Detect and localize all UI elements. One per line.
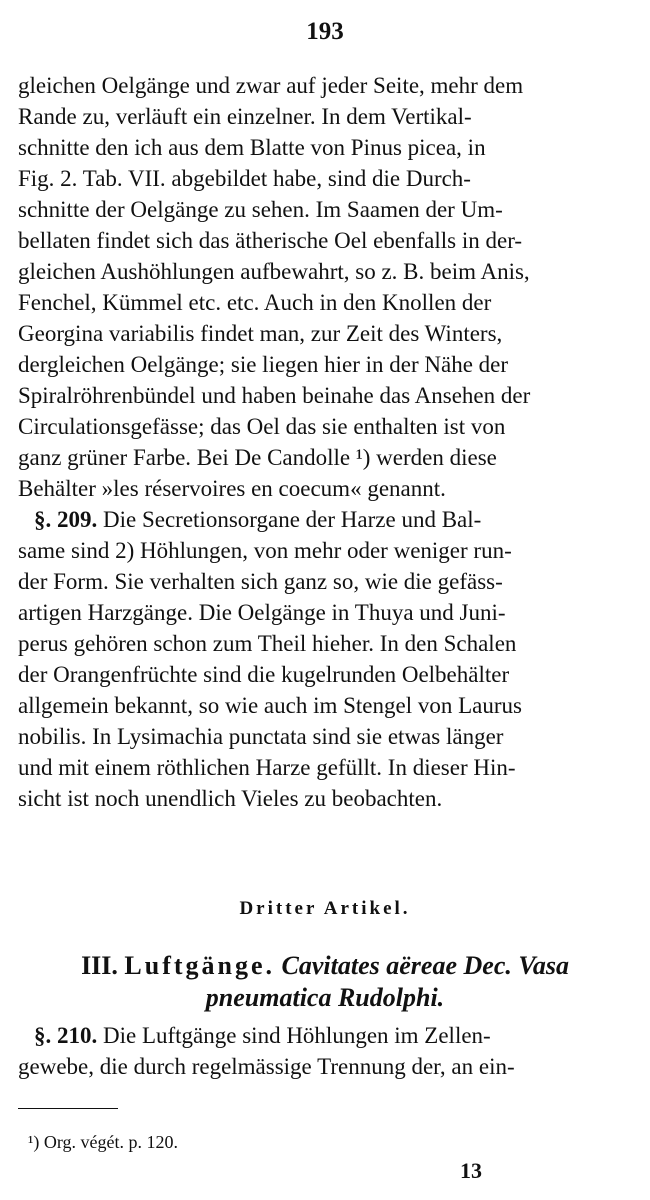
title-latin: pneumatica Rudolphi. (205, 983, 445, 1012)
title-line-1 (0, 950, 650, 982)
text-line: schnitte den ich aus dem Blatte von Pinus picea, in (18, 135, 486, 160)
page-number: 193 (306, 18, 344, 45)
text-line: allgemein bekannt, so wie auch im Stengel von Laurus (18, 693, 522, 718)
section-heading: Dritter Artikel. (239, 898, 411, 919)
text-line: Behälter »les réservoires en coecum« genannt. (18, 476, 446, 501)
text-span: Die Secretionsorgane der Harze und Bal- (103, 507, 482, 532)
text-line: schnitte der Oelgänge zu sehen. Im Saamen der Um- (18, 197, 503, 222)
text-line: Spiralröhrenbündel und haben beinahe das Ansehen der (18, 383, 531, 408)
title-latin: Vasa (518, 951, 569, 980)
text-line: bellaten findet sich das ätherische Oel ebenfalls in der- (18, 228, 523, 253)
text-line: gleichen Aushöhlungen aufbewahrt, so z. B. beim Anis, (18, 259, 530, 284)
text-line: Circulationsgefässe; das Oel das sie enthalten ist von (18, 414, 506, 439)
title-line-2 (0, 982, 650, 1014)
text-line: Georgina variabilis findet man, zur Zeit des Winters, (18, 321, 503, 346)
title-word: Luftgänge. (124, 951, 276, 980)
text-line: nobilis. In Lysimachia punctata sind sie etwas länger (18, 724, 504, 749)
paragraph-209-first-line (18, 504, 616, 535)
text-line: der Orangenfrüchte sind die kugelrunden Oelbehälter (18, 662, 510, 687)
title-number: III. (81, 951, 118, 980)
text-line: ganz grüner Farbe. Bei De Candolle ¹) werden diese (18, 445, 497, 470)
signature-mark: 13 (460, 1158, 482, 1183)
footnote: ¹) Org. végét. p. 120. (28, 1132, 179, 1152)
paragraph-210 (18, 1020, 616, 1082)
text-line: Rande zu, verläuft ein einzelner. In dem Vertikal- (18, 104, 472, 129)
text-line: Fenchel, Kümmel etc. etc. Auch in den Knollen der (18, 290, 492, 315)
text-line: artigen Harzgänge. Die Oelgänge in Thuya und Juni- (18, 600, 506, 625)
text-line: sicht ist noch unendlich Vieles zu beobachten. (18, 786, 443, 811)
text-span: Die Luftgänge sind Höhlungen im Zellen- (103, 1023, 491, 1048)
continued-paragraph (18, 70, 616, 814)
text-line: Fig. 2. Tab. VII. abgebildet habe, sind die Durch- (18, 166, 471, 191)
footnote-divider (18, 1108, 118, 1109)
text-line: der Form. Sie verhalten sich ganz so, wie die gefäss- (18, 569, 503, 594)
section-number-209: §. 209. (34, 507, 98, 532)
text-line: dergleichen Oelgänge; sie liegen hier in der Nähe der (18, 352, 509, 377)
paragraph-210-first-line (18, 1020, 616, 1051)
text-line: gleichen Oelgänge und zwar auf jeder Seite, mehr dem (18, 73, 524, 98)
text-line: gewebe, die durch regelmässige Trennung der, an ein- (18, 1054, 515, 1079)
title-latin: Cavitates aëreae Dec. (281, 951, 512, 980)
article-title (0, 950, 650, 1014)
section-number-210: §. 210. (34, 1023, 98, 1048)
text-line: und mit einem röthlichen Harze gefüllt. In dieser Hin- (18, 755, 516, 780)
text-line: perus gehören schon zum Theil hieher. In den Schalen (18, 631, 517, 656)
text-line: same sind 2) Höhlungen, von mehr oder weniger run- (18, 538, 512, 563)
